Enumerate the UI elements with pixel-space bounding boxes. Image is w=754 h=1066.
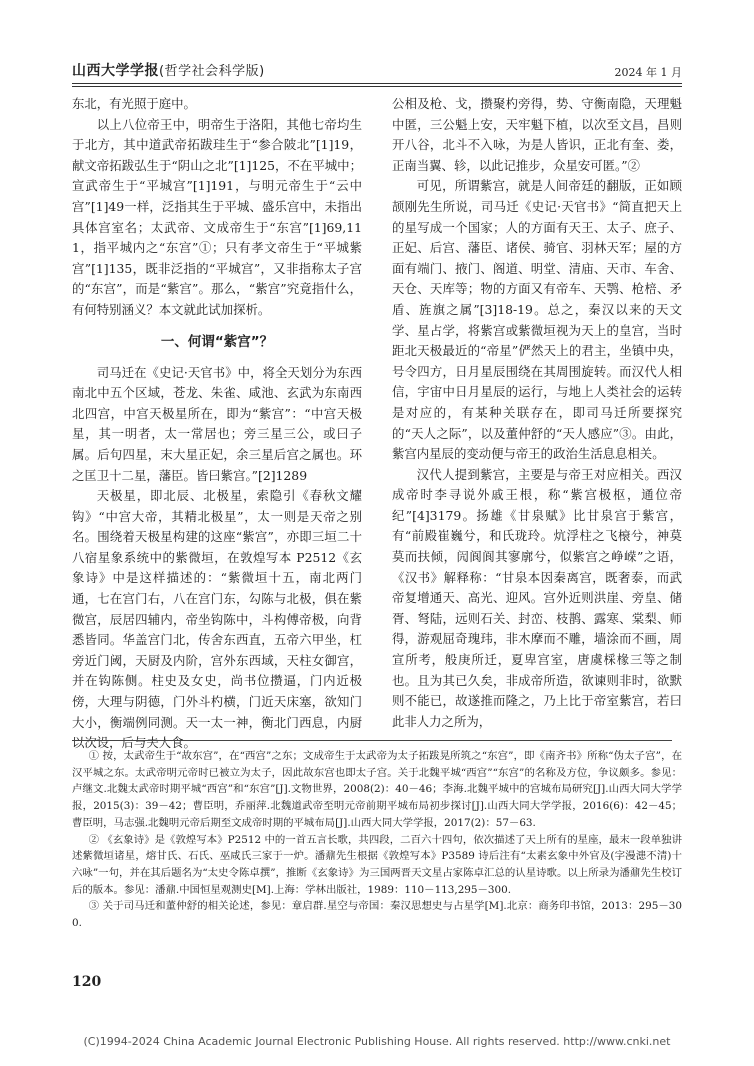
journal-subtitle: (哲学社会科学版) [159, 64, 265, 79]
paragraph: 天极星，即北辰、北极星，索隐引《春秋文耀钩》“中宫大帝，其精北极星”，太一则是天帝之别名。围绕着天极星构建的这座“紫宫”，亦即三垣二十八宿星象系统中的紫微垣，在敦煌写本 P2512《玄象诗》中是这样描述的：“紫微垣十五，南北两门通，七在宫门右，八在宫门东，勾陈与北极，俱在紫微宫，辰居四辅内，帝坐钩陈中，斗构傅帝极，向背悉皆同。华盖宫门北，传舍东西直，五帝六甲坐，杠旁近门阈，天厨及内阶，宫外东西域，天柱女御宫，并在钩陈侧。柱史及女史，尚书位攒逼，门内近极傍，大理与阴德，门外斗杓横，门近天床塞，欲知门大小，衡端例同测。天一太一神，衡北门西息，内厨以次设，后与夫人食。 [72, 488, 362, 751]
footnotes [72, 748, 682, 932]
section-heading: 一、何谓“紫宫”？ [160, 333, 274, 350]
issue-date: 2024 年 1 月 [614, 66, 682, 79]
paragraph: 公相及枪、戈，攒聚杓旁得，势、守衡南隐，天理魁中匿，三公魁上安，天牢魁下植，以次至文昌，昌则开八谷，北斗不入咏，为是人皆识，正北有奎、娄，正南当翼、轸，以此记推步，众星安可匿。”② [392, 96, 682, 173]
footnote-rule [72, 740, 672, 741]
right-column [392, 94, 682, 732]
footnote: ① 按，太武帝生于“故东宫”，在“西宫”之东；文成帝生于太武帝为太子拓跋晃所筑之“东宫”，即《南齐书》所称“伪太子宫”，在汉平城之东。太武帝明元帝时已被立为太子，因此故东宫也即太子宫。关于北魏平城“西宫”“东宫”的名称及方位，争议颇多。参见：卢继文.北魏太武帝时期平城“西宫”和“东宫”[J].文物世界，2008(2)：40－46；李海.北魏平城中的宫城布局研究[J].山西大同大学学报，2015(3)：39－42；曹臣明，乔丽萍.北魏道武帝至明元帝前期平城布局初步探讨[J].山西大同大学学报，2016(6)：42－45；曹臣明，马志强.北魏明元帝后期至文成帝时期的平城布局[J].山西大同大学学报，2017(2)：57－63. [72, 750, 682, 829]
page-number: 120 [72, 974, 102, 990]
copyright-footer: (C)1994-2024 China Academic Journal Electronic Publishing House. All rights reserved. http://www.cnki.net [83, 1035, 671, 1048]
paragraph: 汉代人提到紫宫，主要是与帝王对应相关。西汉成帝时李寻说外戚王根，称“紫宫极枢，通位帝纪”[4]3179。扬雄《甘泉赋》比甘泉宫于紫宫，有“前殿崔巍兮，和氏珑玲。炕浮柱之飞榱兮，神莫莫而扶倾，闶阆阆其寥廓兮，似紫宫之峥嵘”之语，《汉书》解释称：“甘泉本因秦离宫，既奢泰，而武帝复增通天、高光、迎风。宫外近则洪崖、旁皇、储胥、弩陆，远则石关、封峦、枝鹊、露寒、棠梨、师得，游观屈奇瑰玮，非木摩而不雕，墙涂而不画，周宣所考，般庚所迁，夏卑宫室，唐虞棌椽三等之制也。且为其已久矣，非成帝所造，欲谏则非时，欲默则不能已，故遂推而隆之，乃上比于帝室紫宫，若曰此非人力之所为， [392, 466, 682, 729]
paragraph: 东北，有光照于庭中。 [72, 96, 196, 111]
footnote: ③ 关于司马迁和董仲舒的相关论述，参见：章启群.星空与帝国：秦汉思想史与占星学[M].北京：商务印书馆，2013：295－300. [72, 900, 682, 930]
paragraph: 以上八位帝王中，明帝生于洛阳，其他七帝均生于北方，其中道武帝拓跋珪生于“参合陂北”[1]19，献文帝拓跋弘生于“阴山之北”[1]125，不在平城中；宣武帝生于“平城宫”[1]191，与明元帝生于“云中宫”[1]49一样，泛指其生于平城、盛乐宫中，未指出具体宫室名；太武帝、文成帝生于“东宫”[1]69,111，指平城内之“东宫”①；只有孝文帝生于“平城紫宫”[1]135，既非泛指的“平城宫”，又非指称太子宫的“东宫”，而是“紫宫”。那么，“紫宫”究竟指什么，有何特别涵义？本文就此试加探析。 [72, 116, 362, 317]
paragraph: 可见，所谓紫宫，就是人间帝廷的翻版，正如顾颉刚先生所说，司马迁《史记·天官书》“简直把天上的星写成一个国家；人的方面有天王、太子、庶子、正妃、后宫、藩臣、诸侯、骑官、羽林天军；屋的方面有端门、掖门、阁道、明堂、清庙、天市、车舍、天仓、天库等；物的方面又有帝车、天鹗、枪棓、矛盾、旌旗之属”[3]18-19。总之，秦汉以来的天文学、星占学，将紫宫或紫微垣视为天上的皇宫，当时距北天极最近的“帝星”俨然天上的君主，坐镇中央，号令四方，日月星辰围绕在其周围旋转。而汉代人相信，宇宙中日月星辰的运行，与地上人类社会的运转是对应的，有某种关联存在，即司马迁所要探究的“天人之际”，以及董仲舒的“天人感应”③。由此，紫宫内星辰的变动便与帝王的政治生活息息相关。 [392, 178, 682, 462]
journal-title: 山西大学学报(哲学社会科学版) [72, 63, 265, 79]
header-rule [72, 83, 682, 84]
left-column [72, 94, 362, 754]
paragraph: 司马迁在《史记·天官书》中，将全天划分为东西南北中五个区域，苍龙、朱雀、咸池、玄武为东南西北四宫，中宫天极星所在，即为“紫宫”：“中宫天极星，其一明者，太一常居也；旁三星三公，或曰子属。后句四星，末大星正妃，余三星后宫之属也。环之匡卫十二星，藩臣。皆曰紫宫。”[2]1289 [72, 364, 362, 483]
header-rule-thin [72, 86, 682, 87]
running-header [72, 62, 682, 80]
footnote: ② 《玄象诗》是《敦煌写本》P2512 中的一首五言长歌，共四段，二百六十四句，依次描述了天上所有的星座，最末一段单独讲述紫微垣诸星，熔甘氏、石氏、巫咸氏三家于一炉。潘鼐先生根据《敦煌写本》P3589 诗后注有“太素玄象中外官及(字漫漶不清)十六咏”一句，并在其后题名为“太史令陈卓撰”，推断《玄象诗》为三国两晋天文星占家陈卓汇总的认星诗歌。以上所录为潘鼐先生校订后的版本。参见：潘鼐.中国恒星观测史[M].上海：学林出版社，1989：110－113,295－300. [72, 833, 682, 896]
